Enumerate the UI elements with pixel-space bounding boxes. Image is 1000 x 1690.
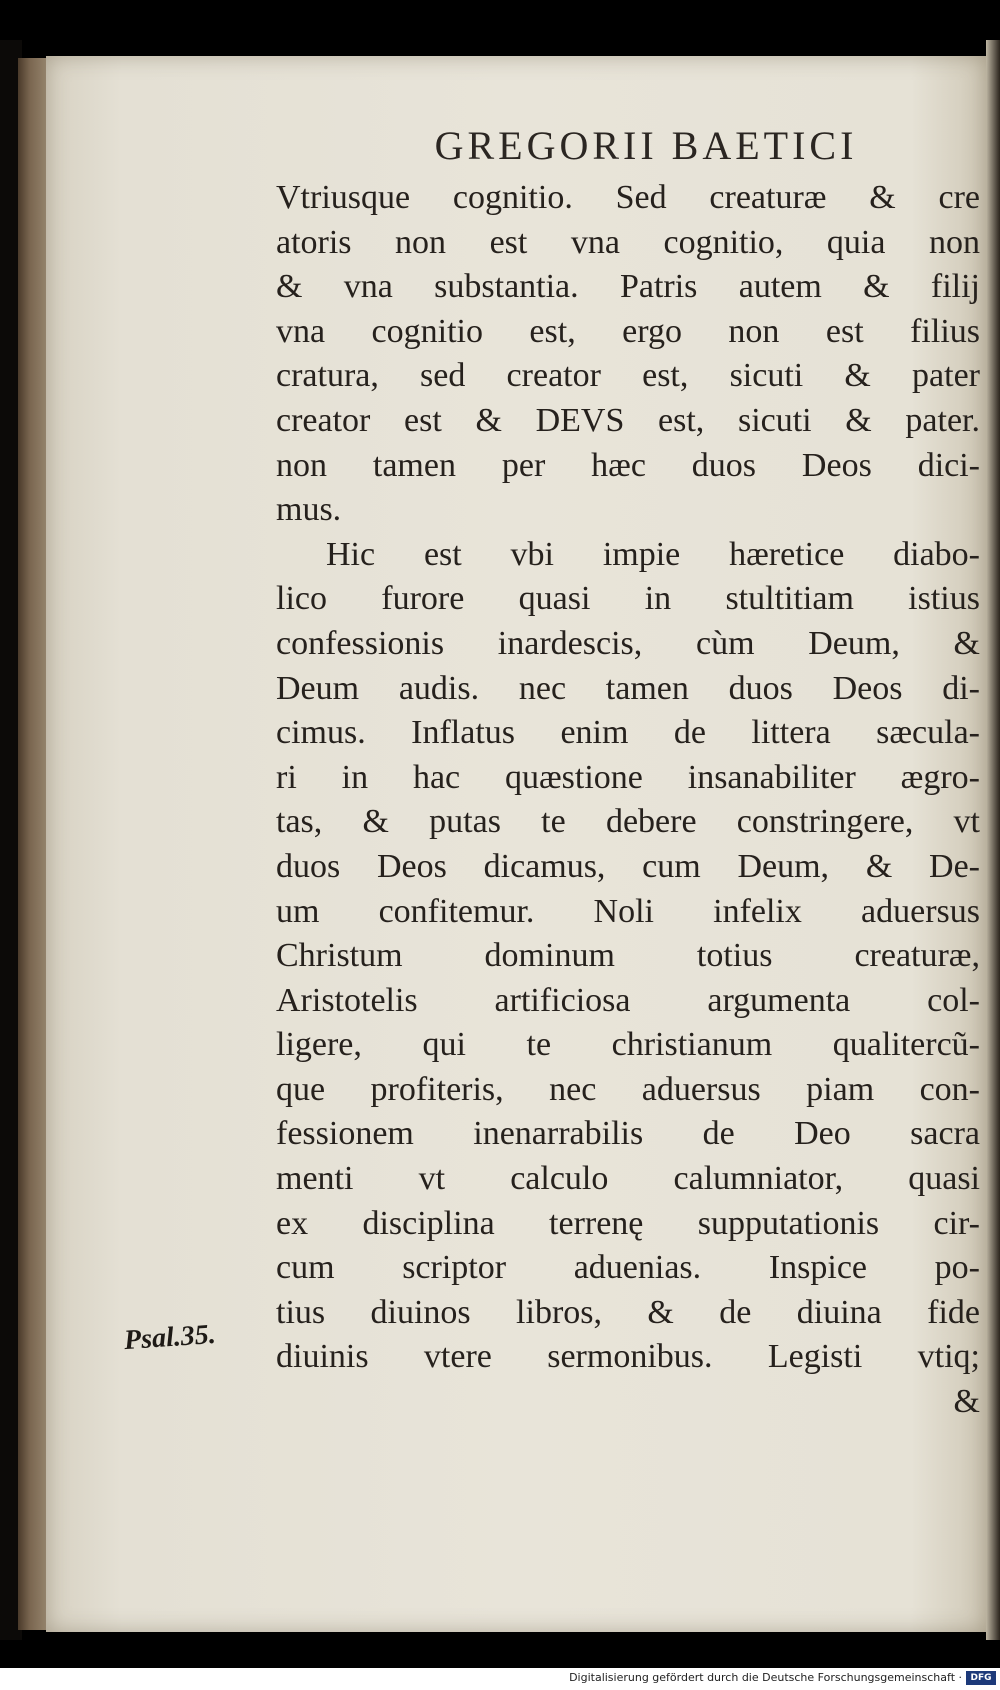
- text-block: [276, 176, 980, 1425]
- text-line: ri in hac quæstione insanabiliter ægro-: [276, 758, 980, 796]
- text-line: fessionem inenarrabilis de Deo sacra: [276, 1115, 980, 1153]
- text-line: atoris non est vna cognitio, quia non: [276, 223, 980, 261]
- text-line: cratura, sed creator est, sicuti & pater: [276, 357, 980, 395]
- text-line: confessionis inardescis, cùm Deum, &: [276, 624, 980, 662]
- text-line: que profiteris, nec aduersus piam con-: [276, 1070, 980, 1108]
- text-line: cimus. Inflatus enim de littera sæcula-: [276, 714, 980, 752]
- text-line: non tamen per hæc duos Deos dici-: [276, 446, 980, 484]
- text-line: Deum audis. nec tamen duos Deos di-: [276, 669, 980, 707]
- text-line: Vtriusque cognitio. Sed creaturæ & cre: [276, 179, 980, 216]
- dfg-logo: DFG: [966, 1671, 996, 1685]
- text-line: creator est & DEVS est, sicuti & pater.: [276, 401, 980, 439]
- text-line: duos Deos dicamus, cum Deum, & De-: [276, 847, 980, 885]
- text-line: & vna substantia. Patris autem & filij: [276, 268, 980, 306]
- text-line: mus.: [276, 491, 342, 529]
- catchword: &: [953, 1383, 980, 1421]
- text-line: vna cognitio est, ergo non est filius: [276, 312, 980, 350]
- text-line: ex disciplina terrenę supputationis cir-: [276, 1204, 980, 1242]
- text-line: diuinis vtere sermonibus. Legisti vtiq;: [276, 1338, 980, 1376]
- text-line: Aristotelis artificiosa argumenta col-: [276, 981, 980, 1019]
- text-line: menti vt calculo calumniator, quasi: [276, 1160, 980, 1198]
- marginal-note: Psal.35.: [122, 1318, 217, 1357]
- page-right-edge: [986, 40, 1000, 1640]
- running-head: GREGORII BAETICI: [434, 123, 858, 168]
- text-line: Hic est vbi impie hæretice diabo-: [326, 535, 980, 573]
- text-line: tius diuinos libros, & de diuina fide: [276, 1293, 980, 1331]
- text-line: cum scriptor aduenias. Inspice po-: [276, 1249, 980, 1287]
- text-line: ligere, qui te christianum qualitercũ-: [276, 1026, 980, 1064]
- text-line: lico furore quasi in stultitiam istius: [276, 580, 980, 618]
- text-line: Christum dominum totius creaturæ,: [276, 937, 980, 975]
- text-line: um confitemur. Noli infelix aduersus: [276, 892, 980, 930]
- digitization-credit: Digitalisierung gefördert durch die Deutsche Forschungsgemeinschaft ·: [569, 1671, 962, 1684]
- text-line: tas, & putas te debere constringere, vt: [276, 803, 980, 841]
